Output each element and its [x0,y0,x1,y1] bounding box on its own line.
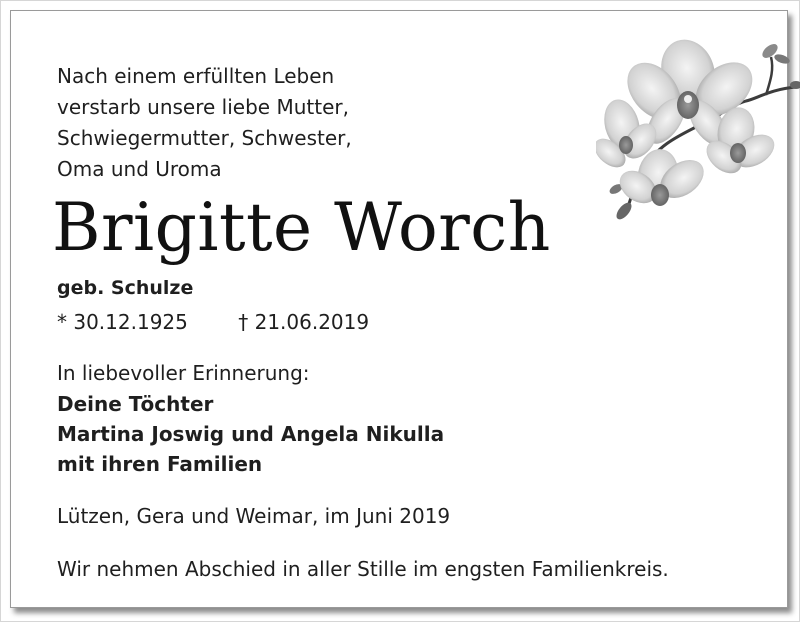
deceased-name: Brigitte Worch [52,189,551,266]
family-line: Martina Joswig und Angela Nikulla [57,422,445,446]
birth-date: * 30.12.1925 [57,310,188,334]
family-line: mit ihren Familien [57,452,263,476]
intro-line: Schwiegermutter, Schwester, [57,126,352,150]
intro-line: Oma und Uroma [57,157,222,181]
death-date: † 21.06.2019 [238,310,370,334]
family-line: Deine Töchter [57,392,214,416]
orchid-icon [596,29,800,224]
life-dates [57,307,369,337]
place-date: Lützen, Gera und Weimar, im Juni 2019 [57,504,451,528]
family-signature [57,389,444,479]
maiden-name: geb. Schulze [57,277,194,299]
memory-intro: In liebevoller Erinnerung: [57,361,310,385]
obituary-card [10,10,788,608]
farewell-note: Wir nehmen Abschied in aller Stille im engsten Familienkreis. [57,557,669,581]
intro-text [57,61,352,185]
intro-line: Nach einem erfüllten Leben [57,64,335,88]
intro-line: verstarb unsere liebe Mutter, [57,95,349,119]
